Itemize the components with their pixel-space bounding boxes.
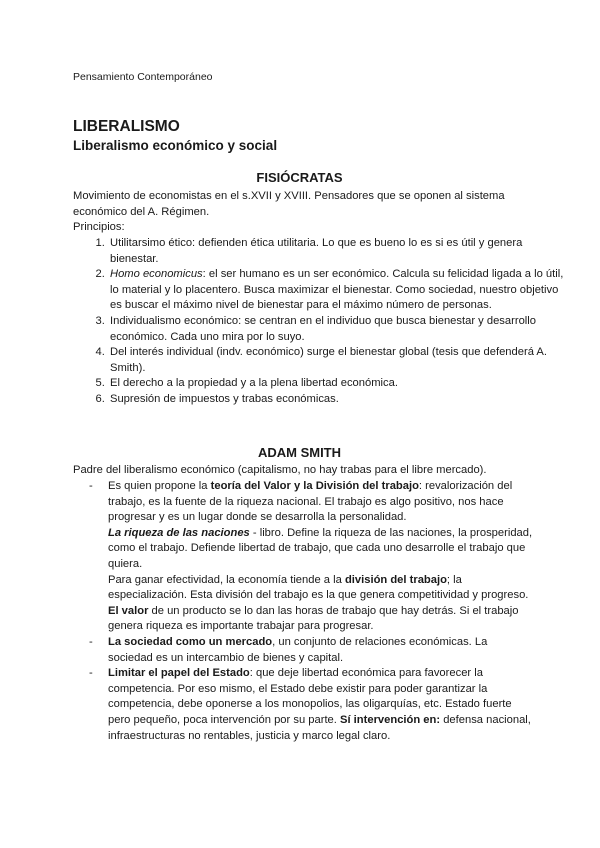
list-item: 6. Supresión de impuestos y trabas económicas.	[108, 392, 568, 408]
dash-bullet: -	[89, 667, 93, 680]
list-item: - Es quien propone la teoría del Valor y la División del trabajo: revalorización del trabajo, es la fuente de la riqueza nacional. El trabajo es algo positivo, nos hace progresar y es un lugar donde se desarrolla la personalidad. La riqueza de las naciones - libro. Define la riqueza de las naciones, la prosperidad, como el trabajo. Defiende libertad de trabajo, que cada uno desarrolle el trabajo que quiera. Para ganar efectividad, la economía tiende a la división del trabajo; la especialización. Esta división del trabajo es la que genera competitividad y progreso. El valor de un producto se lo dan las horas de trabajo que hay detrás. Si el trabajo genera riqueza es importante trabajar para progresar.	[89, 480, 533, 633]
page-header: Pensamiento Contemporáneo	[73, 71, 213, 83]
document-title: LIBERALISMO	[73, 118, 180, 135]
list-item: 5. El derecho a la propiedad y a la plena libertad económica.	[108, 376, 568, 392]
principios-label: Principios:	[73, 221, 125, 233]
list-item: 4. Del interés individual (indv. económico) surge el bienestar global (tesis que defenderá A. Smith).	[108, 345, 568, 376]
principios-list	[73, 236, 568, 408]
smith-bullet-list	[73, 479, 533, 744]
list-item: 2. Homo economicus: el ser humano es un ser económico. Calcula su felicidad ligada a lo útil, lo material y lo placentero. Busca maximizar el bienestar. Como sociedad, nuestro objetivo es buscar el máximo nivel de bienestar para el máximo número de personas.	[108, 267, 568, 314]
fisiocratas-intro: Movimiento de economistas en el s.XVII y XVIII. Pensadores que se oponen al sistema económico del A. Régimen.	[73, 190, 505, 218]
list-item: 3. Individualismo económico: se centran en el individuo que busca bienestar y desarrollo económico. Cada uno mira por lo suyo.	[108, 314, 568, 345]
dash-bullet: -	[89, 480, 93, 492]
document-subtitle: Liberalismo económico y social	[73, 138, 278, 153]
section-title-fisiocratas: FISIÓCRATAS	[256, 170, 343, 185]
book-title: La riqueza de las naciones	[108, 526, 250, 539]
smith-intro: Padre del liberalismo económico (capitalismo, no hay trabas para el libre mercado).	[73, 464, 487, 476]
list-item: - La sociedad como un mercado, un conjunto de relaciones económicas. La sociedad es un intercambio de bienes y capital.	[89, 635, 488, 664]
dash-bullet: -	[89, 635, 93, 648]
homo-economicus-term: Homo economicus	[110, 268, 203, 281]
list-item: - Limitar el papel del Estado: que deje libertad económica para favorecer la competencia. Por eso mismo, el Estado debe existir para poder garantizar la competencia, debe oponerse a los monopolios, las oligarquías, etc. Estado fuerte pero pequeño, poca intervención por su parte. Sí intervención en: defensa nacional, infraestructuras no rentables, justicia y marco legal claro.	[89, 667, 531, 742]
section-title-adam-smith: ADAM SMITH	[257, 445, 342, 460]
list-item: 1. Utilitarsimo ético: defienden ética utilitaria. Lo que es bueno lo es si es útil y genera bienestar.	[108, 236, 568, 267]
